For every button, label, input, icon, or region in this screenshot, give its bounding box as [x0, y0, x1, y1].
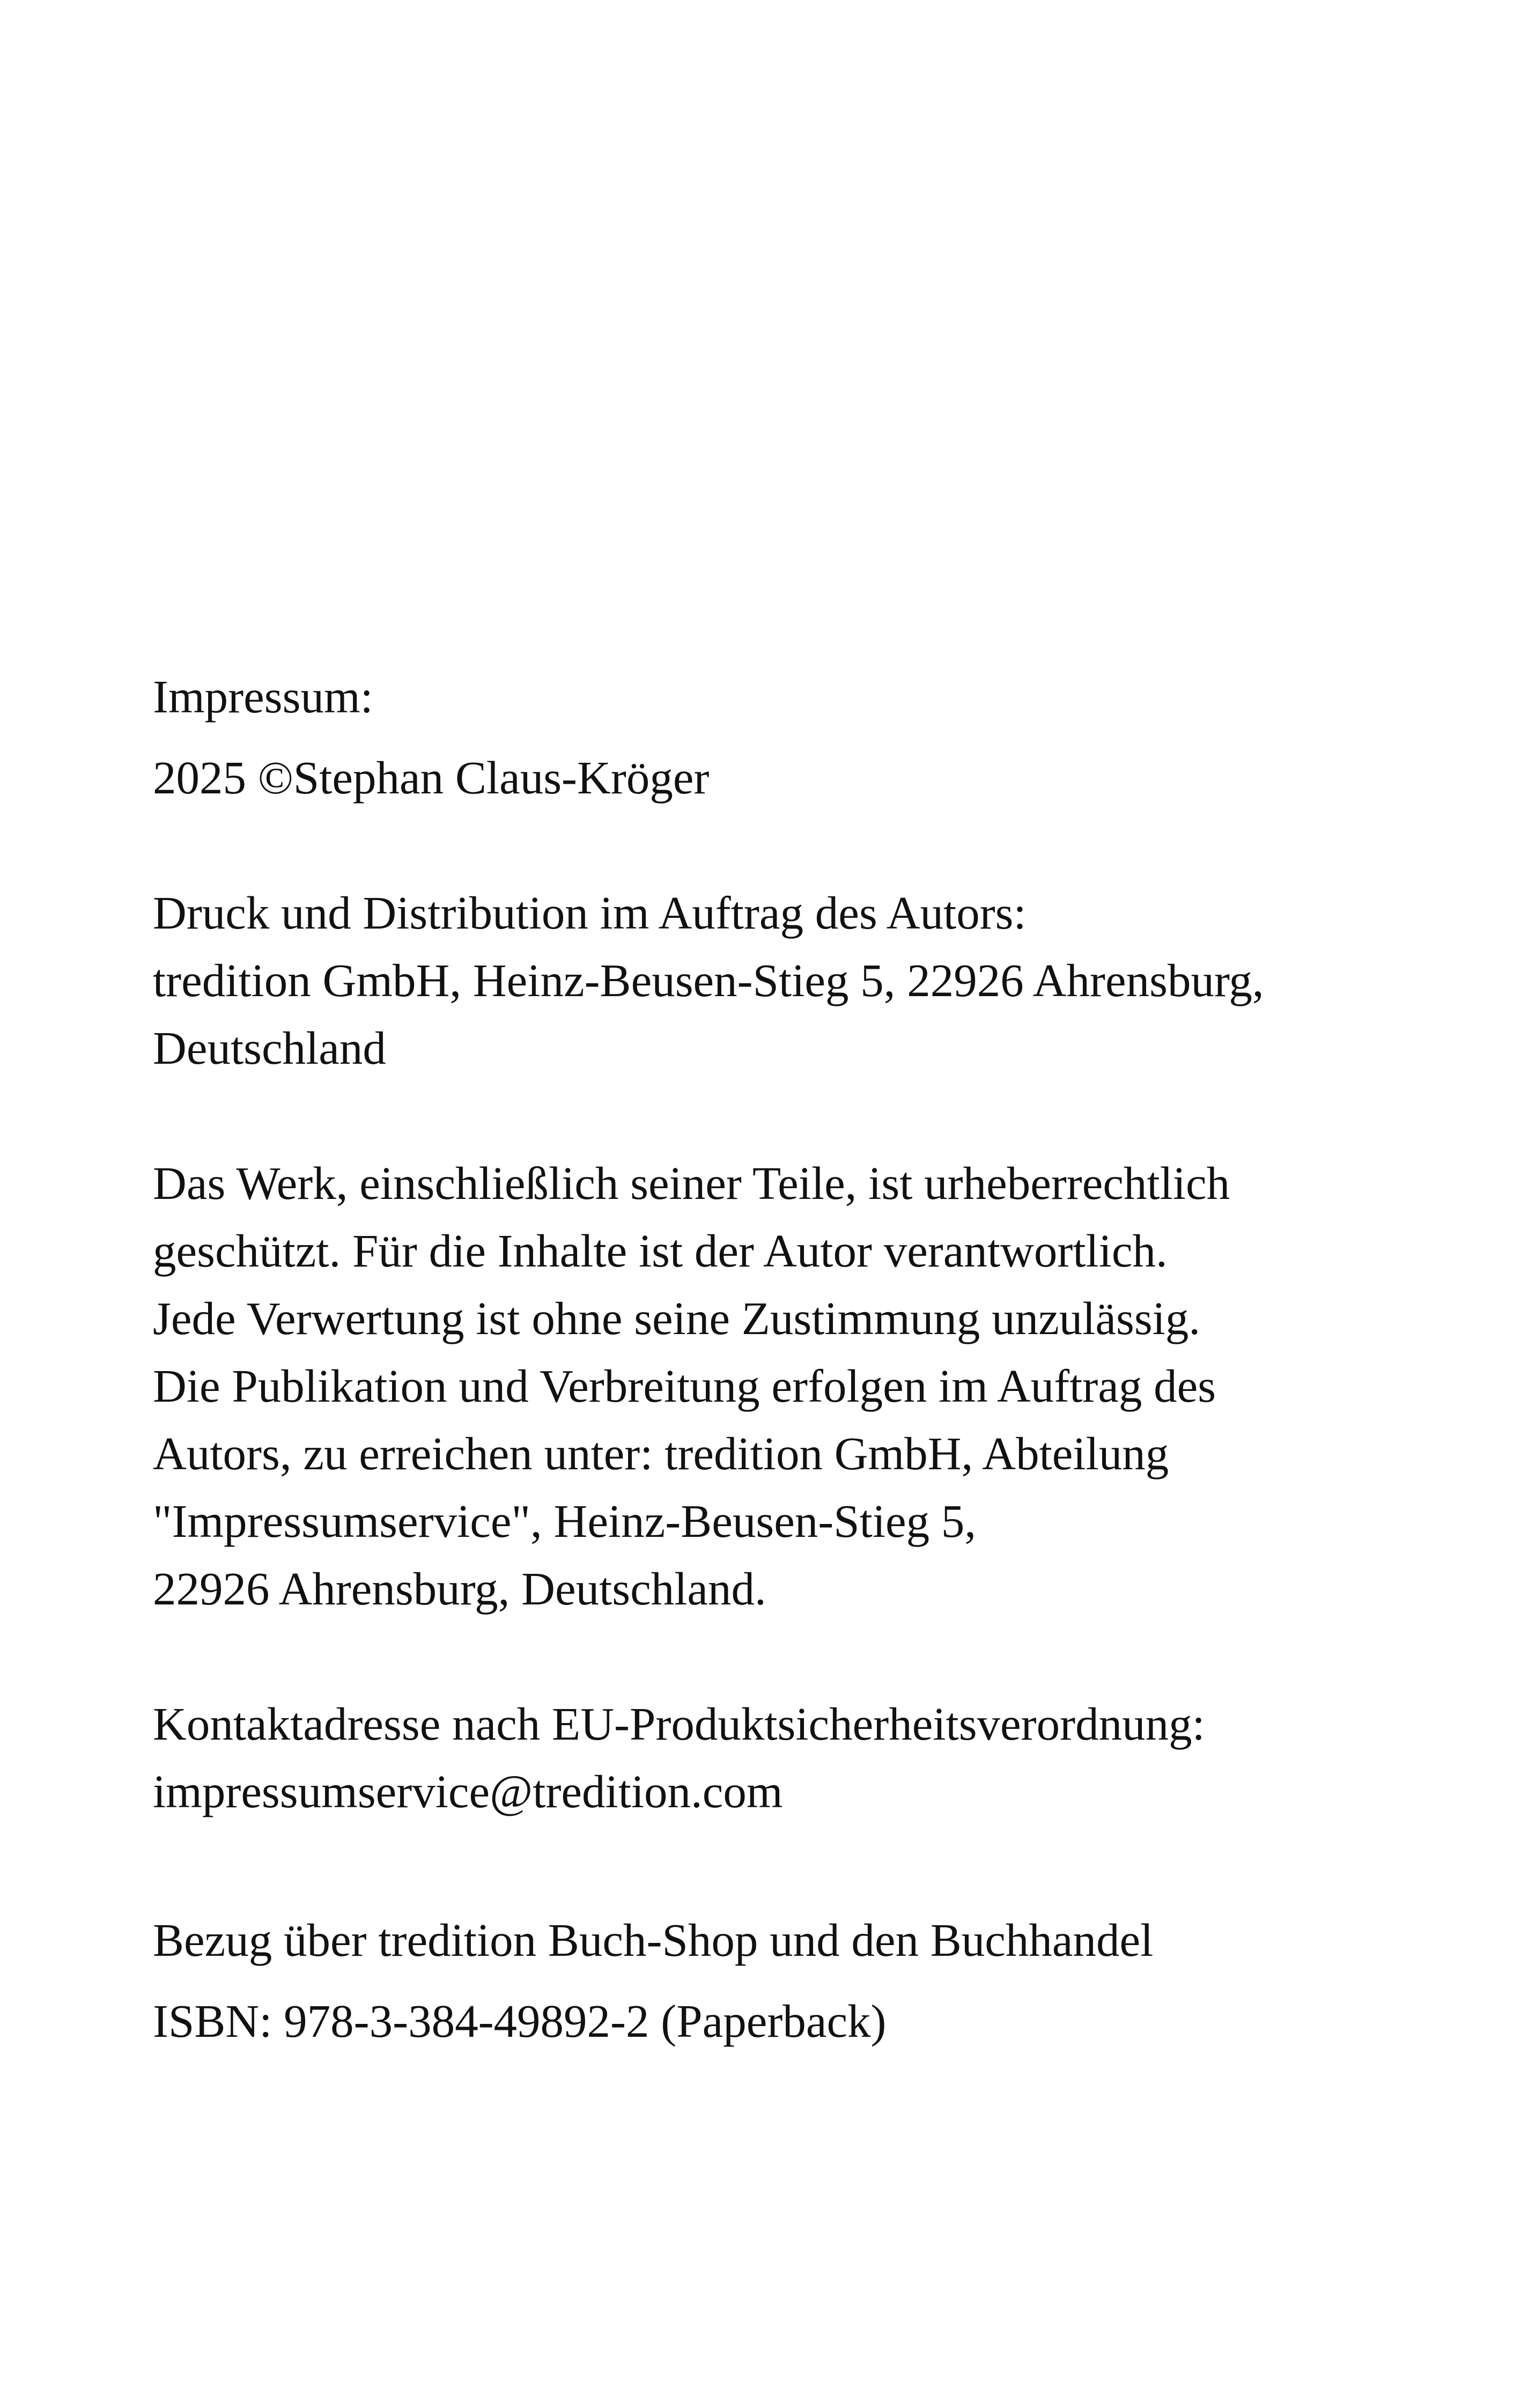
imprint-heading: Impressum: [153, 671, 373, 723]
availability-paragraph [153, 1906, 1386, 2055]
copyright-line: 2025 ©Stephan Claus-Kröger [153, 752, 710, 804]
legal-notice-line: 22926 Ahrensburg, Deutschland. [153, 1563, 766, 1615]
isbn-line: ISBN: 978-3-384-49892-2 (Paperback) [153, 1995, 887, 2047]
legal-notice-line: Das Werk, einschließlich seiner Teile, ist urheberrechtlich [153, 1157, 1230, 1209]
contact-paragraph [153, 1690, 1386, 1825]
legal-notice-line: "Impressumservice", Heinz-Beusen-Stieg 5, [153, 1495, 977, 1547]
print-distribution-line: Druck und Distribution im Auftrag des Autors: [153, 887, 1027, 939]
contact-label: Kontaktadresse nach EU-Produktsicherheitsverordnung: [153, 1698, 1205, 1750]
availability-line: Bezug über tredition Buch-Shop und den Buchhandel [153, 1914, 1154, 1966]
print-distribution-paragraph [153, 879, 1386, 1082]
contact-email: impressumservice@tredition.com [153, 1765, 783, 1817]
legal-notice-paragraph [153, 1150, 1386, 1623]
legal-notice-line: Die Publikation und Verbreitung erfolgen im Auftrag des [153, 1360, 1216, 1412]
imprint-block [153, 663, 1386, 2055]
print-distribution-line: tredition GmbH, Heinz-Beusen-Stieg 5, 22926 Ahrensburg, [153, 954, 1264, 1006]
legal-notice-line: Autors, zu erreichen unter: tredition GmbH, Abteilung [153, 1427, 1169, 1479]
print-distribution-line: Deutschland [153, 1022, 386, 1074]
legal-notice-line: Jede Verwertung ist ohne seine Zustimmung unzulässig. [153, 1292, 1201, 1344]
legal-notice-line: geschützt. Für die Inhalte ist der Autor verantwortlich. [153, 1225, 1168, 1277]
